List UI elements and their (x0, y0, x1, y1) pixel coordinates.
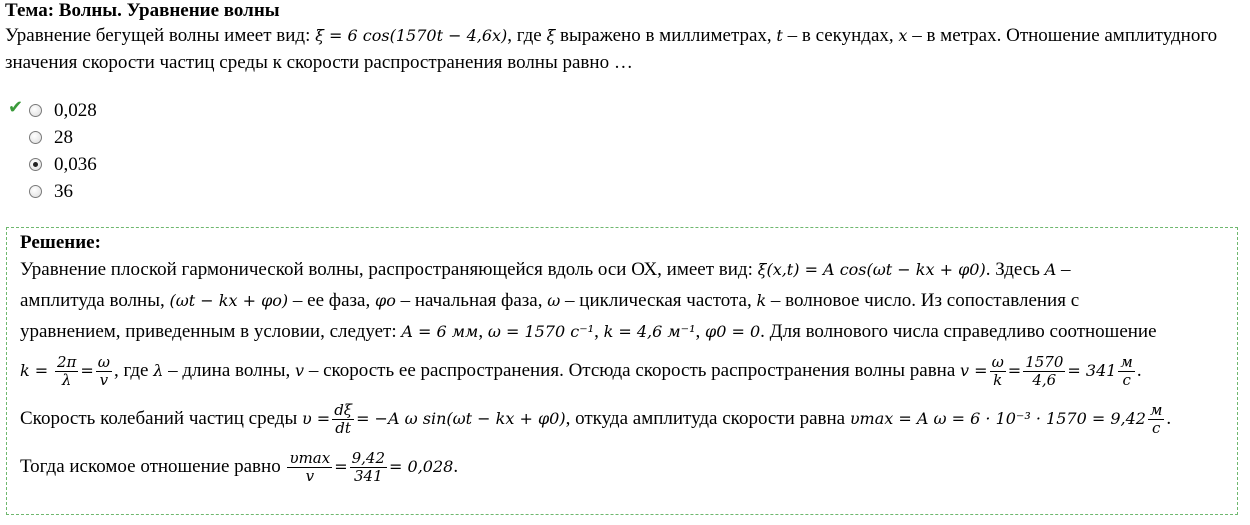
solution-line-3: уравнением, приведенным в условии, следует: A = 6 мм, ω = 1570 с⁻¹, k = 4,6 м⁻¹, φ0 = 0. Для волнового числа справедливо соотношение (20, 321, 1157, 342)
numerator: 9,42 (351, 449, 386, 468)
fraction (1118, 354, 1134, 389)
solution-line-6 (20, 443, 1224, 491)
formula: v = (960, 361, 988, 380)
symbol-omega: ω (547, 291, 561, 310)
question-part: , где (507, 25, 547, 46)
denominator: 4,6 (1032, 371, 1057, 390)
fraction (1023, 354, 1065, 389)
text: – волновое число. Из сопоставления с (766, 290, 1080, 311)
numerator: dξ (334, 401, 353, 420)
text: . (1136, 360, 1142, 381)
text: . Для волнового числа справедливо соотношение (760, 321, 1157, 342)
denominator: с (1122, 371, 1131, 390)
answer-option[interactable] (6, 97, 97, 124)
formula: = (1007, 361, 1022, 380)
text: – длина волны, (163, 360, 296, 381)
numerator: 1570 (1025, 353, 1064, 372)
text: амплитуда волны, (20, 290, 170, 311)
formula: A = 6 мм (401, 322, 479, 341)
question-text (5, 22, 1240, 76)
text: – ее фаза, (288, 290, 375, 311)
symbol-v: v (295, 361, 305, 380)
symbol-a: A (1044, 260, 1057, 279)
formula: k = 4,6 м⁻¹ (603, 322, 696, 341)
text: – скорость ее распространения. Отсюда скорость распространения волны равна (304, 360, 961, 381)
text: . Здесь (985, 259, 1045, 280)
fraction (96, 354, 112, 389)
fraction (350, 450, 387, 485)
question-block (5, 1, 1240, 76)
option-label: 36 (54, 181, 73, 202)
wave-equation: ξ = 6 cos(1570t − 4,6x) (315, 26, 508, 45)
text: , откуда амплитуда скорости равна (565, 408, 850, 429)
numerator: 2π (56, 353, 77, 372)
formula: υmax = A ω = 6 · 10⁻³ · 1570 = 9,42 (849, 409, 1146, 428)
radio-button[interactable] (29, 185, 42, 198)
formula: ξ(x,t) = A cos(ωt − kx + φ0) (757, 260, 986, 279)
solution-line-5 (20, 395, 1224, 443)
numerator: ω (97, 353, 110, 372)
solution-title: Решение: (20, 232, 101, 253)
symbol-lambda: λ (153, 361, 164, 380)
denominator: k (993, 371, 1003, 390)
answer-options (6, 97, 97, 205)
question-part: – в метрах. Отношение амплитудного значения скорости частиц среды к скорости распространения волны равно … (5, 25, 1218, 73)
text: . (453, 456, 459, 477)
radio-button[interactable] (29, 104, 42, 117)
radio-button-selected[interactable] (29, 158, 42, 171)
denominator: v (305, 467, 315, 486)
symbol-phi: φo (374, 291, 396, 310)
text: – (1056, 259, 1071, 280)
formula: = (80, 361, 94, 380)
answer-option[interactable] (6, 124, 97, 151)
formula: k = (20, 361, 49, 380)
option-label: 0,036 (54, 154, 97, 175)
question-part: выражено в миллиметрах, (555, 25, 777, 46)
answer-option[interactable] (6, 151, 97, 178)
denominator: λ (61, 371, 72, 390)
radio-button[interactable] (29, 131, 42, 144)
formula: = (334, 457, 348, 476)
formula: ω = 1570 с⁻¹ (487, 322, 595, 341)
symbol-x: x (898, 26, 908, 45)
denominator: с (1151, 419, 1161, 438)
fraction (990, 354, 1006, 389)
question-part: – в секундах, (782, 25, 899, 46)
solution-line-2 (20, 285, 1224, 316)
symbol-k: k (756, 291, 767, 310)
topic-title: Тема: Волны. Уравнение волны (5, 0, 280, 21)
text: Тогда искомое отношение равно (20, 456, 286, 477)
fraction (332, 402, 354, 437)
formula: φ0 = 0 (705, 322, 761, 341)
checkmark-icon: ✔ (8, 97, 24, 118)
numerator: м (1120, 353, 1133, 372)
formula: = 0,028 (389, 457, 454, 476)
fraction (1148, 402, 1164, 437)
text: – циклическая частота, (560, 290, 757, 311)
formula: υ = (301, 409, 331, 428)
formula: = −A ω sin(ωt − kx + φ0) (356, 409, 566, 428)
solution-box (6, 227, 1238, 515)
denominator: v (99, 371, 109, 390)
text: Скорость колебаний частиц среды (20, 408, 302, 429)
answer-option[interactable] (6, 178, 97, 205)
text: – начальная фаза, (395, 290, 548, 311)
denominator: dt (335, 419, 351, 438)
fraction (287, 450, 332, 485)
text: Уравнение плоской гармонической волны, распространяющейся вдоль оси ОХ, имеет вид: (20, 259, 758, 280)
formula: = 341 (1067, 361, 1117, 380)
fraction (55, 354, 78, 389)
text: . (1166, 408, 1172, 429)
numerator: υmax (289, 449, 331, 468)
denominator: 341 (353, 467, 383, 486)
option-label: 0,028 (54, 100, 97, 121)
text: уравнением, приведенным в условии, следует: (20, 321, 402, 342)
question-part: Уравнение бегущей волны имеет вид: (5, 25, 316, 46)
numerator: ω (991, 353, 1004, 372)
solution-line-4 (20, 347, 1224, 395)
formula: (ωt − kx + φo) (169, 291, 289, 310)
symbol-xi: ξ (546, 26, 556, 45)
solution-line-1 (20, 254, 1224, 285)
option-label: 28 (54, 127, 73, 148)
symbol-t: t (776, 26, 783, 45)
text: , где (113, 360, 154, 381)
numerator: м (1149, 401, 1163, 420)
